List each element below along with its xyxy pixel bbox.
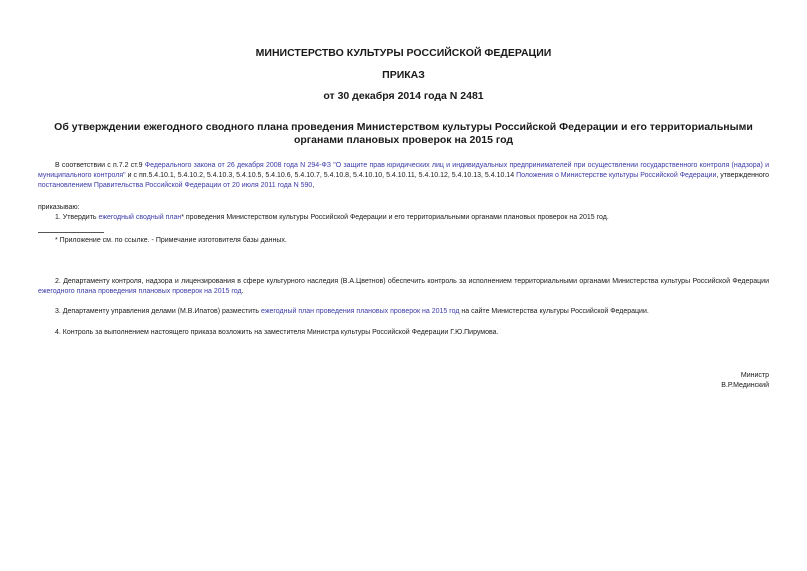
footnote: * Приложение см. по ссылке. - Примечание изготовителя базы данных.	[55, 237, 287, 244]
preamble-paragraph	[38, 161, 769, 191]
preamble-text-1: В соответствии с п.7.2 ст.9	[55, 162, 145, 169]
preamble-text-2: и с пп.5.4.10.1, 5.4.10.2, 5.4.10.3, 5.4.10.5, 5.4.10.6, 5.4.10.7, 5.4.10.8, 5.4.10.10, 5.4.10.11, 5.4.10.12, 5.4.10.13, 5.4.10.14	[125, 172, 517, 179]
annual-plan-link-3[interactable]: ежегодный план проведения плановых проверок на 2015 год	[261, 308, 460, 315]
signature-name: В.Р.Мединский	[721, 382, 769, 389]
signature-position: Министр	[740, 372, 769, 379]
regulation-link[interactable]: Положения о Министерстве культуры Российской Федерации	[516, 172, 717, 179]
preamble-text-4: ,	[312, 182, 315, 189]
order-item-3	[38, 307, 769, 317]
order-item-1	[38, 213, 769, 223]
document-title: Об утверждении ежегодного сводного плана проведения Министерством культуры Российской Федерации и его территориальными органами плановых проверок на 2015 год	[54, 121, 753, 146]
order-item-4: 4. Контроль за выполнением настоящего приказа возложить на заместителя Министра культуры Российской Федерации Г.Ю.Пирумова.	[55, 329, 499, 336]
item2-text-2: .	[241, 288, 244, 295]
federal-law-link[interactable]: Федерального закона от 26 декабря 2008 года N 294-ФЗ "О защите прав юридических лиц и индивидуальных предпринимателей при осуществлении государственного контроля (надзора) и муниципального контроля"	[38, 162, 770, 179]
annual-plan-link[interactable]: ежегодный сводный план	[98, 214, 182, 221]
footnote-divider	[38, 232, 104, 233]
annual-plan-link-2[interactable]: ежегодного плана проведения плановых проверок на 2015 год	[38, 288, 242, 295]
item3-text-2: на сайте Министерства культуры Российской Федерации.	[459, 308, 649, 315]
document-date-number: от 30 декабря 2014 года N 2481	[323, 90, 484, 102]
ministry-name: МИНИСТЕРСТВО КУЛЬТУРЫ РОССИЙСКОЙ ФЕДЕРАЦИИ	[255, 47, 552, 59]
item2-text-1: 2. Департаменту контроля, надзора и лицензирования в сфере культурного наследия (В.А.Цветнов) обеспечить контроль за исполнением территориальными органами Министерства культуры Российской Федерации	[55, 278, 769, 285]
item3-text-1: 3. Департаменту управления делами (М.В.Ипатов) разместить	[55, 308, 262, 315]
order-item-2	[38, 277, 769, 297]
document-type: ПРИКАЗ	[382, 69, 425, 81]
item1-text-2: * проведения Министерством культуры Российской Федерации и его территориальными органами плановых проверок на 2015 год.	[181, 214, 609, 221]
government-decree-link[interactable]: постановлением Правительства Российской Федерации от 20 июля 2011 года N 590	[38, 182, 313, 189]
item1-text-1: 1. Утвердить	[55, 214, 99, 221]
order-word: приказываю:	[38, 204, 80, 211]
preamble-text-3: , утвержденного	[716, 172, 770, 179]
